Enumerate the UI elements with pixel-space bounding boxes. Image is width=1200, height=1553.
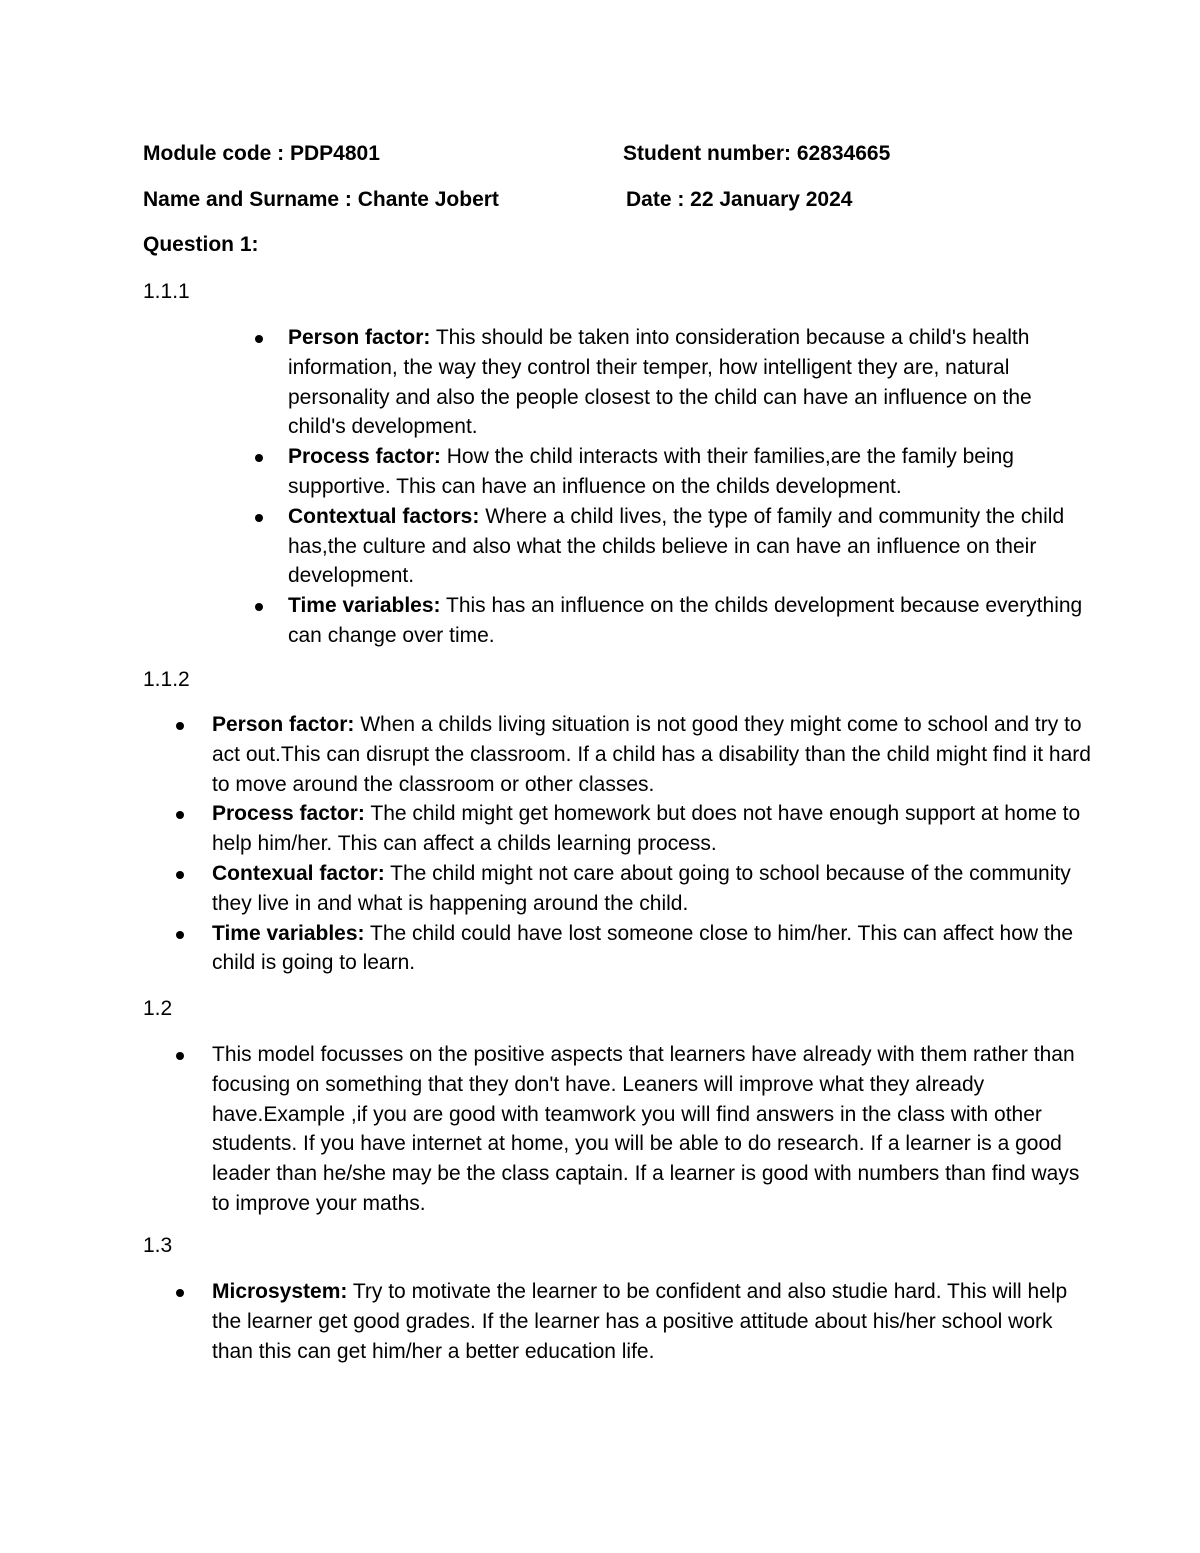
item-text: The child could have lost someone close to him/her. This can affect how the child is going to learn.	[212, 921, 1074, 975]
bullet-icon	[176, 931, 184, 939]
item-text: Where a child lives, the type of family and community the child has,the culture and also what the childs believe in can have an influence on their development.	[288, 504, 1065, 588]
item-text: How the child interacts with their families,are the family being supportive. This can have an influence on the childs development.	[288, 445, 1014, 498]
list-item	[288, 591, 1088, 651]
item-text: This model focusses on the positive aspects that learners have already with them rather than focusing on something that they don't have. Leaners will improve what they already have.Example ,if you are good with teamwork you will find answers in the class with other students. If you have internet at home, you will be able to do research. If a learner is a good leader than he/she may be the class captain. If a learner is good with numbers than find ways to improve your maths.	[212, 1043, 1080, 1215]
bullet-icon	[176, 1289, 184, 1297]
bullet-icon	[255, 454, 263, 462]
bullet-icon	[255, 603, 263, 611]
item-term: Time variables:	[288, 594, 441, 618]
list-item	[212, 919, 1092, 979]
bullet-icon	[176, 811, 184, 819]
item-term: Process factor:	[288, 445, 441, 469]
item-text: This has an influence on the childs development because everything can change over time.	[288, 594, 1083, 647]
list-item	[212, 799, 1092, 859]
bullet-icon	[176, 1052, 184, 1060]
item-text: Try to motivate the learner to be confident and also studie hard. This will help the learner get good grades. If the learner has a positive attitude about his/her school work than this can get him/her a better education life.	[212, 1280, 1068, 1363]
section-number-1-1-2: 1.1.2	[143, 668, 190, 691]
section-number-1-3: 1.3	[143, 1234, 173, 1257]
list-item	[288, 323, 1088, 442]
list-item	[288, 442, 1088, 502]
bullet-icon	[176, 722, 184, 730]
list-item	[212, 1040, 1092, 1219]
item-term: Person factor:	[212, 713, 355, 736]
item-term: Process factor:	[212, 802, 365, 826]
item-term: Microsystem:	[212, 1280, 348, 1303]
bullet-icon	[176, 871, 184, 879]
item-term: Contexual factor:	[212, 861, 385, 885]
student-name: Name and Surname : Chante Jobert	[143, 188, 499, 211]
section-number-1-1-1: 1.1.1	[143, 280, 190, 303]
list-item	[212, 1277, 1092, 1366]
bullet-icon	[255, 335, 263, 343]
student-number: Student number: 62834665	[623, 142, 891, 165]
bullet-list-1-2	[212, 1040, 1092, 1219]
bullet-list-1-1-1	[288, 323, 1088, 651]
bullet-list-1-3	[212, 1277, 1092, 1366]
list-item	[212, 859, 1092, 919]
bullet-list-1-1-2	[212, 710, 1092, 978]
item-text: This should be taken into consideration because a child's health information, the way they control their temper, how intelligent they are, natural personality and also the people closest to the child can have an influence on the child's development.	[288, 326, 1032, 439]
submission-date: Date : 22 January 2024	[626, 188, 853, 211]
item-text: When a childs living situation is not good they might come to school and try to act out.This can disrupt the classroom. If a child has a disability than the child might find it hard to move around the classroom or other classes.	[212, 713, 1091, 796]
item-text: The child might not care about going to school because of the community they live in and what is happening around the child.	[212, 861, 1071, 915]
item-term: Time variables:	[212, 921, 365, 945]
item-text: The child might get homework but does not have enough support at home to help him/her. This can affect a childs learning process.	[212, 802, 1081, 856]
list-item	[212, 710, 1092, 799]
item-term: Contextual factors:	[288, 504, 480, 528]
question-title: Question 1:	[143, 233, 259, 256]
module-code: Module code : PDP4801	[143, 142, 380, 165]
bullet-icon	[255, 514, 263, 522]
item-term: Person factor:	[288, 326, 431, 349]
section-number-1-2: 1.2	[143, 997, 173, 1020]
list-item	[288, 502, 1088, 591]
